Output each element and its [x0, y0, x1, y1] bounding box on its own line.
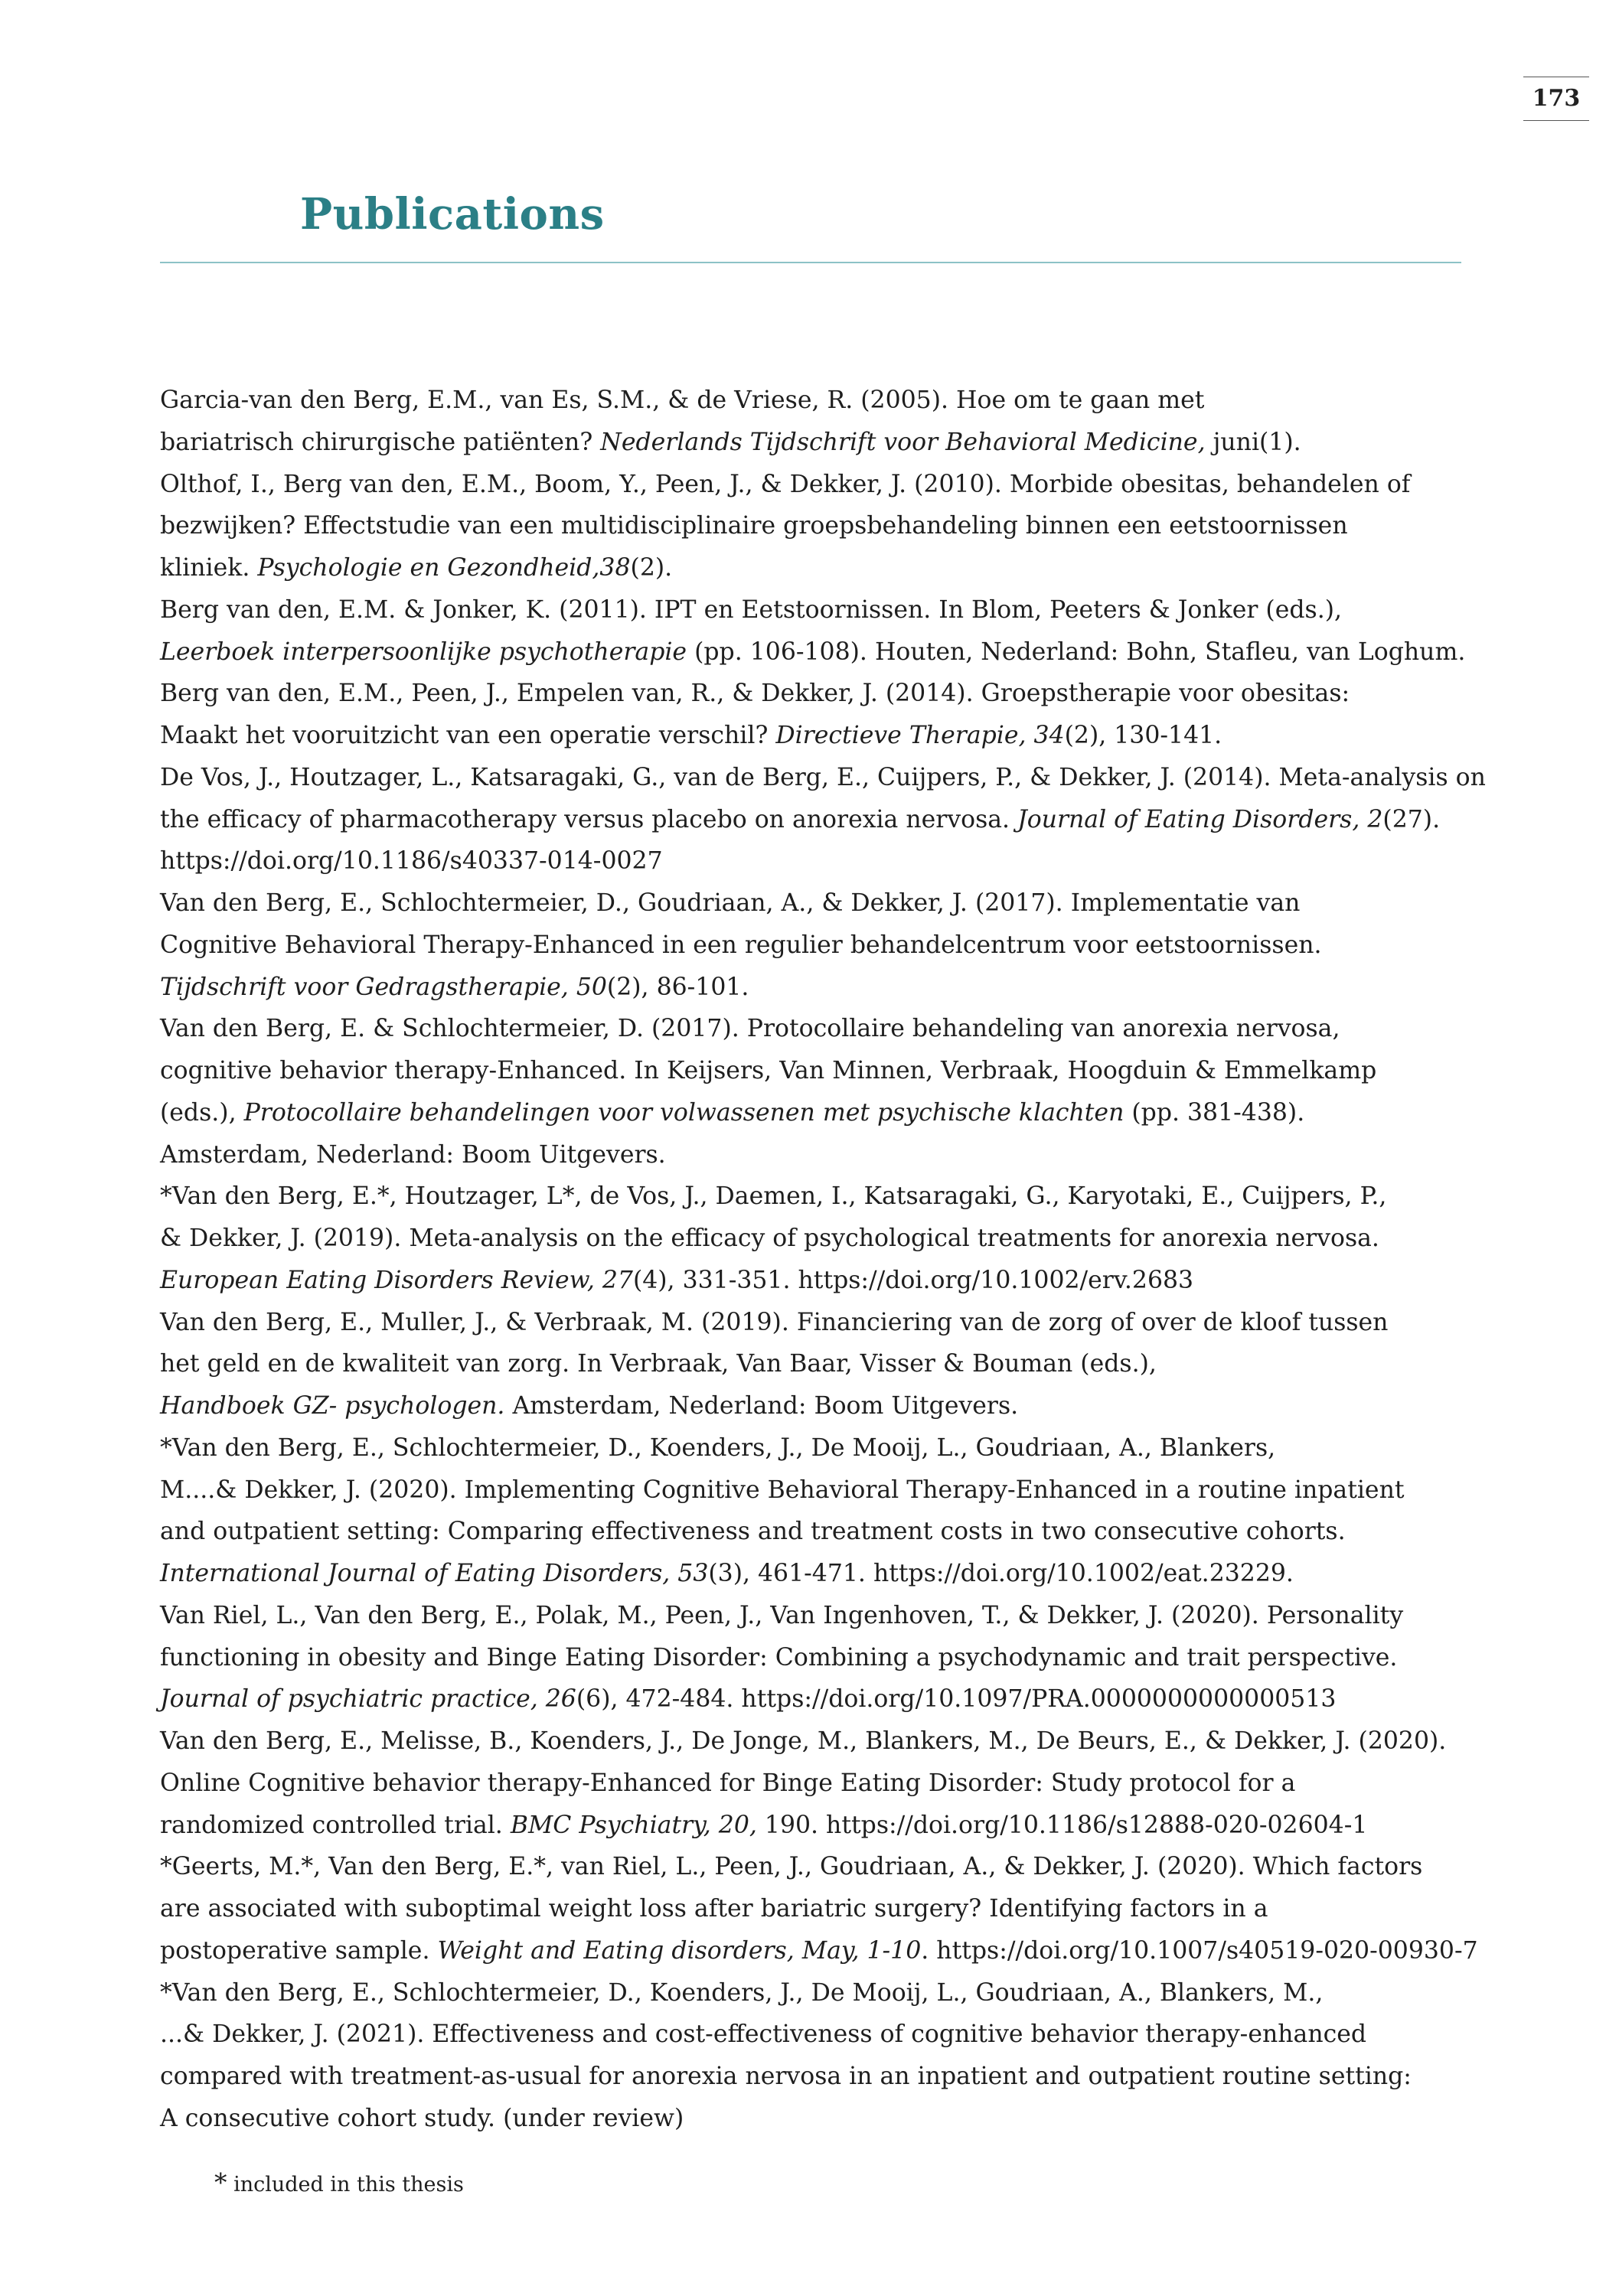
reference-text: Online Cognitive behavior therapy-Enhanced for Binge Eating Disorder: Study protocol for a — [160, 1769, 1296, 1797]
reference-text: A consecutive cohort study. (under review) — [160, 2104, 684, 2132]
footnote-text: included in this thesis — [227, 2173, 464, 2197]
reference-line — [160, 589, 1461, 631]
reference-line — [160, 1805, 1461, 1847]
reference-line — [160, 1008, 1461, 1050]
reference-line — [160, 882, 1461, 925]
reference-text: randomized controlled trial. — [160, 1811, 511, 1839]
reference-entry — [160, 1595, 1461, 1720]
reference-text: cognitive behavior therapy-Enhanced. In Keijsers, Van Minnen, Verbraak, Hoogduin & Emmelkamp — [160, 1057, 1377, 1084]
reference-text: . https://doi.org/10.1007/s40519-020-00930-7 — [921, 1936, 1478, 1965]
reference-entry — [160, 1176, 1461, 1301]
reference-line — [160, 380, 1461, 422]
reference-line — [160, 1720, 1461, 1763]
reference-text: het geld en de kwaliteit van zorg. In Verbraak, Van Baar, Visser & Bouman (eds.), — [160, 1350, 1157, 1378]
reference-line — [160, 1050, 1461, 1092]
reference-source-title: Journal of psychiatric practice, 26 — [160, 1685, 576, 1714]
reference-text: Van Riel, L., Van den Berg, E., Polak, M., Peen, J., Van Ingenhoven, T., & Dekker, J. (2020). Personality — [160, 1601, 1404, 1629]
reference-line — [160, 1553, 1461, 1595]
reference-entry — [160, 757, 1486, 882]
reference-entry — [160, 1846, 1478, 1971]
reference-source-title: Journal of Eating Disorders, 2 — [1017, 805, 1383, 833]
reference-entry — [160, 1972, 1461, 2140]
reference-line — [160, 422, 1461, 464]
reference-line — [160, 1846, 1461, 1888]
reference-text: Berg van den, E.M. & Jonker, K. (2011). IPT en Eetstoornissen. In Blom, Peeters & Jonker (eds.), — [160, 595, 1343, 624]
reference-source-title: Protocollaire behandelingen voor volwassenen met psychische klachten — [243, 1098, 1124, 1127]
reference-line — [160, 925, 1461, 967]
reference-line — [160, 1972, 1461, 2014]
reference-line — [160, 799, 1461, 841]
reference-source-title: Tijdschrift voor Gedragstherapie, 50 — [160, 973, 607, 1001]
reference-entry — [160, 380, 1461, 464]
reference-text: *Van den Berg, E., Schlochtermeier, D., Koenders, J., De Mooij, L., Goudriaan, A., Blankers, M., — [160, 1978, 1324, 2007]
reference-text: Van den Berg, E., Schlochtermeier, D., Goudriaan, A., & Dekker, J. (2017). Implementatie van — [160, 889, 1301, 917]
reference-line — [160, 464, 1461, 506]
reference-text: De Vos, J., Houtzager, L., Katsaragaki, G., van de Berg, E., Cuijpers, P., & Dekker, J. (2014). Meta-analysis on — [160, 763, 1486, 791]
reference-line — [160, 840, 1461, 882]
reference-line — [160, 1343, 1461, 1385]
reference-entry — [160, 1302, 1461, 1427]
reference-entry — [160, 673, 1461, 757]
reference-text: (pp. 381-438). — [1124, 1098, 1305, 1127]
reference-line — [160, 1385, 1461, 1427]
reference-text: *Van den Berg, E., Schlochtermeier, D., Koenders, J., De Mooij, L., Goudriaan, A., Blankers, — [160, 1433, 1276, 1462]
reference-text: 190. https://doi.org/10.1186/s12888-020-02604-1 — [756, 1811, 1368, 1839]
reference-source-title: Directieve Therapie, 34 — [775, 722, 1065, 749]
reference-text: (2). — [630, 554, 673, 582]
reference-entry — [160, 1427, 1461, 1595]
reference-text: (eds.), — [160, 1098, 244, 1127]
reference-text: Amsterdam, Nederland: Boom Uitgevers. — [160, 1140, 666, 1169]
reference-line — [160, 1930, 1478, 1972]
reference-line — [160, 1134, 1461, 1176]
reference-text: are associated with suboptimal weight loss after bariatric surgery? Identifying factors in a — [160, 1895, 1268, 1923]
reference-source-title: Leerboek interpersoonlijke psychotherapie — [160, 638, 687, 666]
reference-source-title: Nederlands Tijdschrift voor Behavioral Medicine, — [600, 428, 1206, 456]
reference-line — [160, 2014, 1461, 2056]
reference-text: Cognitive Behavioral Therapy-Enhanced in een regulier behandelcentrum voor eetstoornissen. — [160, 931, 1322, 959]
reference-source-title: European Eating Disorders Review, 27 — [160, 1266, 633, 1294]
reference-text: the efficacy of pharmacotherapy versus placebo on anorexia nervosa. — [160, 805, 1018, 833]
reference-text: (2), 130-141. — [1064, 722, 1222, 749]
reference-line — [160, 1678, 1461, 1720]
page-title: Publications — [300, 189, 605, 240]
reference-text: bariatrisch chirurgische patiënten? — [160, 428, 601, 456]
reference-text: (27). — [1382, 805, 1441, 833]
reference-text: (pp. 106-108). Houten, Nederland: Bohn, Stafleu, van Loghum. — [687, 638, 1466, 666]
reference-line — [160, 1260, 1461, 1302]
reference-line — [160, 715, 1461, 757]
reference-line — [160, 757, 1486, 799]
reference-text: (2), 86-101. — [606, 973, 749, 1001]
reference-entry — [160, 1008, 1461, 1176]
reference-entry — [160, 1720, 1461, 1846]
heading-divider — [160, 262, 1461, 263]
reference-text: https://doi.org/10.1186/s40337-014-0027 — [160, 847, 663, 876]
reference-text: bezwijken? Effectstudie van een multidisciplinaire groepsbehandeling binnen een eetstoornissen — [160, 512, 1348, 540]
reference-line — [160, 1302, 1461, 1344]
reference-text: Van den Berg, E., Melisse, B., Koenders, J., De Jonge, M., Blankers, M., De Beurs, E., & Dekker, J. (2020). — [160, 1727, 1447, 1755]
reference-line — [160, 1637, 1461, 1679]
reference-text: Garcia-van den Berg, E.M., van Es, S.M., & de Vriese, R. (2005). Hoe om te gaan met — [160, 386, 1205, 414]
reference-entry — [160, 464, 1461, 589]
reference-line — [160, 1092, 1461, 1134]
reference-line — [160, 1176, 1461, 1218]
reference-line — [160, 673, 1461, 715]
reference-line — [160, 967, 1461, 1009]
reference-text: ...& Dekker, J. (2021). Effectiveness and cost-effectiveness of cognitive behavior therapy-enhanced — [160, 2020, 1367, 2049]
reference-line — [160, 2098, 1461, 2140]
reference-text: (6), 472-484. https://doi.org/10.1097/PRA.0000000000000513 — [576, 1685, 1337, 1714]
reference-text: kliniek. — [160, 554, 258, 582]
reference-list — [160, 380, 1486, 2140]
reference-line — [160, 2056, 1461, 2098]
reference-text: (3), 461-471. https://doi.org/10.1002/eat.23229. — [708, 1560, 1294, 1587]
reference-line — [160, 1218, 1461, 1260]
reference-text: *Van den Berg, E.*, Houtzager, L*, de Vos, J., Daemen, I., Katsaragaki, G., Karyotaki, E., Cuijpers, P., — [160, 1182, 1387, 1211]
page-number: 173 — [1523, 77, 1589, 121]
reference-text: juni(1). — [1205, 428, 1301, 456]
reference-line — [160, 505, 1461, 547]
reference-entry — [160, 589, 1466, 673]
reference-text: Olthof, I., Berg van den, E.M., Boom, Y., Peen, J., & Dekker, J. (2010). Morbide obesitas, behandelen of — [160, 470, 1411, 498]
reference-text: functioning in obesity and Binge Eating Disorder: Combining a psychodynamic and trait perspective. — [160, 1643, 1398, 1671]
reference-text: postoperative sample. — [160, 1936, 438, 1965]
reference-line — [160, 1595, 1461, 1637]
reference-text: and outpatient setting: Comparing effectiveness and treatment costs in two consecutive cohorts. — [160, 1518, 1346, 1546]
reference-source-title: Handboek GZ- psychologen. — [160, 1392, 505, 1420]
reference-line — [160, 1511, 1461, 1553]
reference-text: (4), 331-351. https://doi.org/10.1002/erv.2683 — [632, 1266, 1194, 1294]
reference-source-title: BMC Psychiatry, 20, — [510, 1811, 757, 1839]
footnote-marker: * — [214, 2167, 227, 2197]
reference-text: *Geerts, M.*, Van den Berg, E.*, van Riel, L., Peen, J., Goudriaan, A., & Dekker, J. (2020). Which factors — [160, 1853, 1423, 1881]
reference-text: Berg van den, E.M., Peen, J., Empelen van, R., & Dekker, J. (2014). Groepstherapie voor obesitas: — [160, 680, 1350, 708]
reference-source-title: Psychologie en Gezondheid,38 — [257, 554, 631, 582]
reference-text: Van den Berg, E. & Schlochtermeier, D. (2017). Protocollaire behandeling van anorexia nervosa, — [160, 1015, 1340, 1043]
reference-entry — [160, 882, 1461, 1008]
reference-text: M....& Dekker, J. (2020). Implementing Cognitive Behavioral Therapy-Enhanced in a routine inpatient — [160, 1476, 1405, 1504]
reference-source-title: Weight and Eating disorders, May, 1-10 — [437, 1936, 922, 1965]
reference-text: Van den Berg, E., Muller, J., & Verbraak, M. (2019). Financiering van de zorg of over de kloof tussen — [160, 1308, 1389, 1336]
reference-line — [160, 1888, 1461, 1930]
reference-line — [160, 547, 1461, 589]
reference-line — [160, 1427, 1461, 1469]
reference-text: Maakt het vooruitzicht van een operatie verschil? — [160, 722, 776, 749]
reference-text: Amsterdam, Nederland: Boom Uitgevers. — [504, 1392, 1019, 1420]
footnote — [214, 2167, 464, 2200]
reference-line — [160, 631, 1466, 673]
reference-text: & Dekker, J. (2019). Meta-analysis on the efficacy of psychological treatments for anorexia nervosa. — [160, 1225, 1379, 1252]
reference-line — [160, 1763, 1461, 1805]
reference-text: compared with treatment-as-usual for anorexia nervosa in an inpatient and outpatient routine setting: — [160, 2063, 1412, 2090]
reference-source-title: International Journal of Eating Disorders, 53 — [160, 1560, 709, 1587]
reference-line — [160, 1469, 1461, 1512]
